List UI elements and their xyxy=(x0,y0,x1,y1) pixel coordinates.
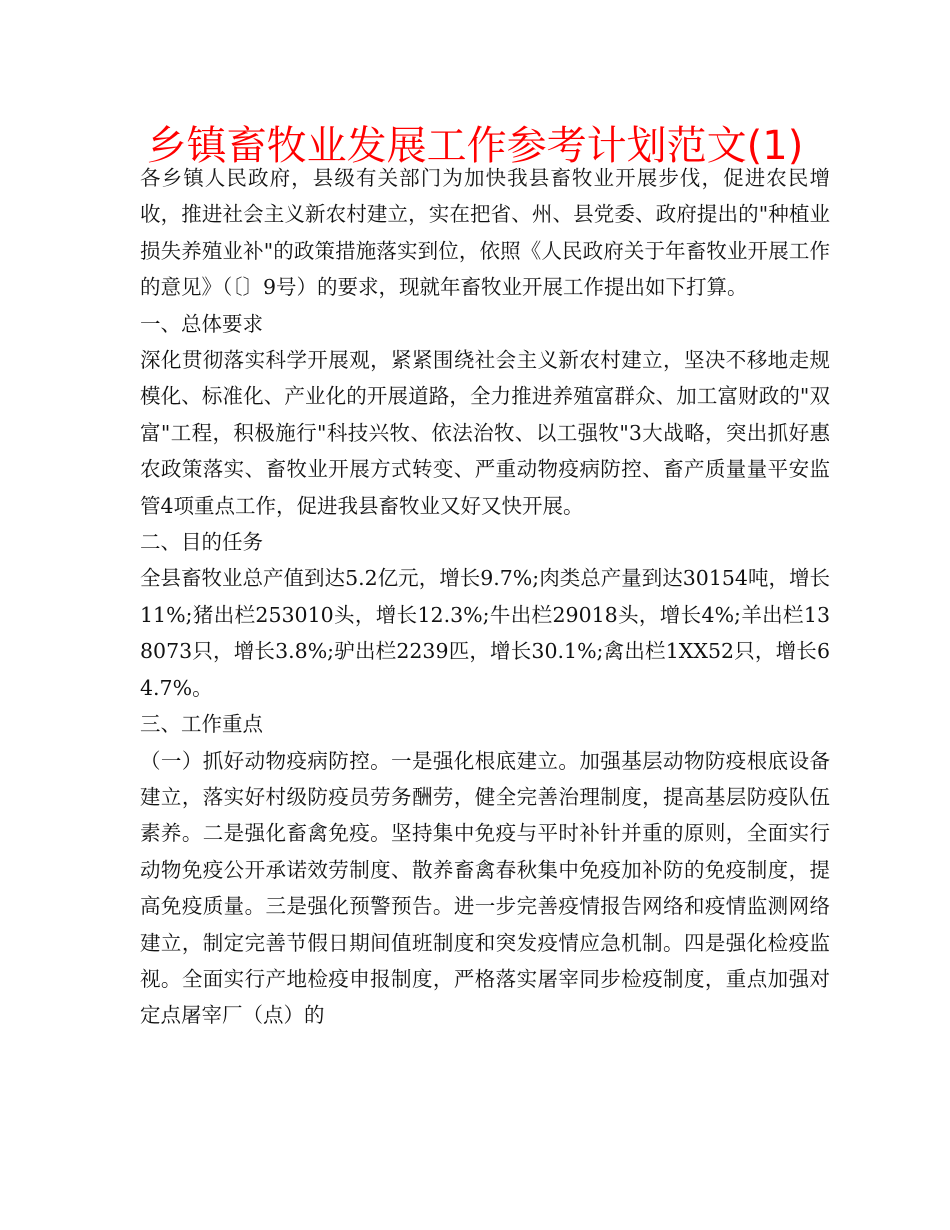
document-body xyxy=(140,160,830,1034)
section-heading-requirements: 一、总体要求 xyxy=(140,311,263,336)
section-heading-priorities: 三、工作重点 xyxy=(140,712,263,737)
priorities-paragraph: （一）抓好动物疫病防控。一是强化根底建立。加强基层动物防疫根底设备建立，落实好村级防疫员劳务酬劳，健全完善治理制度，提高基层防疫队伍素养。二是强化畜禽免疫。坚持集中免疫与平时补针并重的原则，全面实行动物免疫公开承诺效劳制度、散养畜禽春秋集中免疫加补防的免疫制度，提高免疫质量。三是强化预警预告。进一步完善疫情报告网络和疫情监测网络建立，制定完善节假日期间值班制度和突发疫情应急机制。四是强化检疫监视。全面实行产地检疫申报制度，严格落实屠宰同步检疫制度，重点加强对定点屠宰厂（点）的 xyxy=(140,748,830,1028)
requirements-paragraph: 深化贯彻落实科学开展观，紧紧围绕社会主义新农村建立，坚决不移地走规模化、标准化、产业化的开展道路，全力推进养殖富群众、加工富财政的"双富"工程，积极施行"科技兴牧、依法治牧、以工强牧"3大战略，突出抓好惠农政策落实、畜牧业开展方式转变、严重动物疫病防控、畜产质量量平安监管4项重点工作，促进我县畜牧业又好又快开展。 xyxy=(140,348,830,518)
section-heading-targets: 二、目的任务 xyxy=(140,530,263,555)
targets-paragraph: 全县畜牧业总产值到达5.2亿元，增长9.7%;肉类总产量到达30154吨，增长11%;猪出栏253010头，增长12.3%;牛出栏29018头，增长4%;羊出栏138073只，增长3.8%;驴出栏2239匹，增长30.1%;禽出栏1XX52只，增长64.7%。 xyxy=(140,566,830,700)
document-title: 乡镇畜牧业发展工作参考计划范文(1) xyxy=(146,123,804,169)
intro-paragraph: 各乡镇人民政府，县级有关部门为加快我县畜牧业开展步伐，促进农民增收，推进社会主义新农村建立，实在把省、州、县党委、政府提出的"种植业损失养殖业补"的政策措施落实到位，依照《人民政府关于年畜牧业开展工作的意见》（〔〕9号）的要求，现就年畜牧业开展工作提出如下打算。 xyxy=(140,166,830,300)
